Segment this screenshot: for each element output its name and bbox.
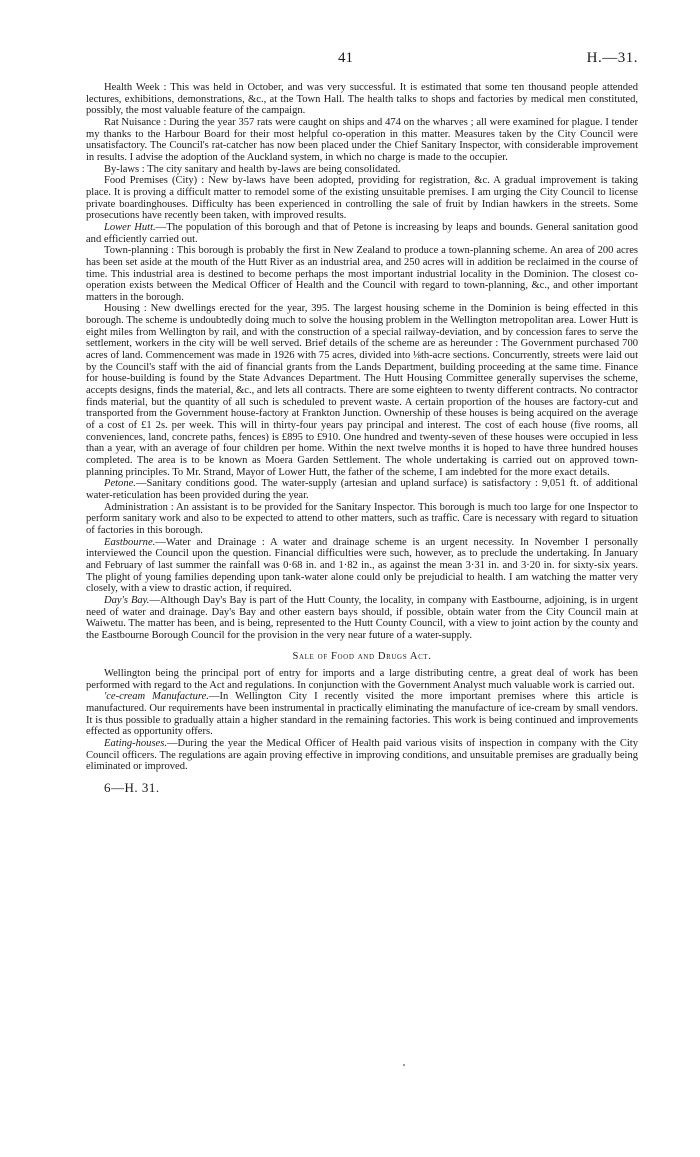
document-reference: H.—31. <box>586 50 638 66</box>
paragraph-by-laws: By-laws : The city sanitary and health by-laws are being consolidated. <box>104 163 401 175</box>
paragraph-lead: Petone. <box>104 478 136 490</box>
paragraph-lower-hutt: Lower Hutt.—The population of this borough and that of Petone is increasing by leaps and bounds. General sanitation good and efficiently carried out. <box>86 221 639 245</box>
paragraph-days-bay: Day's Bay.—Although Day's Bay is part of the Hutt County, the locality, in company with Eastbourne, adjoining, is in urgent need of water and drainage. Day's Bay and other eastern bays should, if possible, obtain water from the City Council main at Waiwetu. The matter has been, and is being, represented to the Hutt County Council, with a view to joint action by the county and the Eastbourne Borough Council for the provision in the very near future of a water-supply. <box>86 594 638 641</box>
paragraph-ice-cream: 'ce-cream Manufacture.—In Wellington City I recently visited the more important premises where this article is manufactured. Our requirements have been instrumental in practically eliminating the manufacture of ice-cream by small vendors. It is thus possible to gradually attain a higher standard in the remaining factories. This work is being continued and improvements effected as opportunity offers. <box>86 691 639 738</box>
paragraph-health-week: Health Week : This was held in October, and was very successful. It is estimated that some ten thousand people attended lectures, exhibitions, demonstrations, &c., at the Town Hall. The health talks to shops and factories by medical men constituted, possibly, the most valuable feature of the campaign. <box>86 82 638 117</box>
paragraph-lead: Lower Hutt. <box>104 221 156 233</box>
page-number: 41 <box>338 50 353 66</box>
paragraph-lead: Day's Bay. <box>104 594 150 606</box>
scan-speck <box>403 1064 405 1066</box>
paragraph-administration: Administration : An assistant is to be provided for the Sanitary Inspector. This borough is much too large for one Inspector to perform sanitary work and also to be expected to attend to other matters, such as traffic. Care is necessary with regard to situation of factories in this borough. <box>86 501 638 536</box>
paragraph-lead: 'ce-cream Manufacture. <box>104 691 209 703</box>
paragraph-eating-houses: Eating-houses.—During the year the Medical Officer of Health paid various visits of inspection in company with the City Council officers. The regulations are again proving effective in improving conditions, and unsuitable premises are gradually being eliminated or improved. <box>86 738 638 773</box>
paragraph-lead: Eating-houses. <box>104 738 167 750</box>
signature-mark: 6—H. 31. <box>104 780 160 796</box>
paragraph-wellington-port: Wellington being the principal port of entry for imports and a large distributing centre, a great deal of work has been performed with regard to the Act and regulations. In conjunction with the Government Analyst much valuable work is carried out. <box>86 668 638 691</box>
paragraph-petone: Petone.—Sanitary conditions good. The water-supply (artesian and upland surface) is satisfactory : 9,051 ft. of additional water-reticulation has been provided during the year. <box>86 478 638 501</box>
document-body <box>86 82 638 794</box>
paragraph-rat-nuisance: Rat Nuisance : During the year 357 rats were caught on ships and 474 on the wharves ; all were examined for plague. I tender my thanks to the Harbour Board for their most helpful co-operation in this matter. Measures taken by the City Council were unsatisfactory. The Council's rat-catcher has now been placed under the Chief Sanitary Inspector, with considerable improvement in results. I advise the adoption of the Auckland system, in which no charge is made to the occupier. <box>86 116 638 163</box>
paragraph-lead: Eastbourne. <box>104 536 156 548</box>
section-heading: Sale of Food and Drugs Act. <box>292 650 432 662</box>
paragraph-town-planning: Town-planning : This borough is probably the first in New Zealand to produce a town-planning scheme. An area of 200 acres has been set aside at the mouth of the Hutt River as an industrial area, and 250 acres will in addition be reclaimed in the course of time. This industrial area is destined to become perhaps the most important industrial locality in the Dominion. The closest co-operation exists between the Medical Officer of Health and the Council with regard to town-planning, &c., and other important matters in the borough. <box>86 245 638 303</box>
paragraph-housing: Housing : New dwellings erected for the year, 395. The largest housing scheme in the Dominion is being effected in this borough. The scheme is undoubtedly doing much to solve the housing problem in the Wellington metropolitan area. Lower Hutt is eight miles from Wellington by rail, and with the construction of a special railway-deviation, and by concession fares to serve the settlement, workers in the city will be well served. Brief details of the scheme are as hereunder : The Government purchased 700 acres of land. Commencement was made in 1926 with 75 acres, divided into ⅛th-acre sections. Concurrently, streets were laid out by the Council's staff with the aid of financial grants from the Lands Department, building proceeding at the same time. Finance for house-building is found by the State Advances Department. The Hutt Housing Committee generally supervises the scheme, accepts designs, finds the material, &c., and lets all contracts. There are some eighteen to twenty different contracts. No contractor finds material, but the quantity of all such is scheduled to prevent waste. A certain proportion of the houses are factory-cut and transported from the Government house-factory at Frankton Junction. Ownership of these houses is being acquired on the average of a cost of £1 2s. per week. This will in thirty-four years pay principal and interest. The cost of each house (five rooms, all conveniences, land, concrete paths, fences) is £895 to £910. One hundred and twenty-seven of these houses were occupied in less than a year, with an average of four children per home. Within the next twelve months it is hoped to have three hundred houses completed. The area is to be known as Moera Garden Settlement. The whole undertaking is carried out on approved town-planning principles. To Mr. Strand, Mayor of Lower Hutt, the father of the scheme, I am indebted for the more exact details. <box>86 303 638 478</box>
paragraph-food-premises: Food Premises (City) : New by-laws have been adopted, providing for registration, &c. A gradual improvement is taking place. It is proving a difficult matter to remodel some of the existing unsuitable premises. I am urging the City Council to license private boardinghouses. Difficulty has been experienced in controlling the sale of fruit by Indian hawkers in the streets. Some prosecutions have recently been taken, with improved results. <box>86 175 638 222</box>
page-header <box>0 50 700 70</box>
paragraph-eastbourne: Eastbourne.—Water and Drainage : A water and drainage scheme is an urgent necessity. In November I personally interviewed the Council upon the question. Financial difficulties were such, however, as to preclude the undertaking. In January and February of last summer the rainfall was 0·68 in. and 1·82 in., as against the mean 3·31 in. and 3·20 in. for sixty-six years. The plight of young families depending upon tank-water alone could only be prejudicial to health. I am watching the matter very closely, with a view to drastic action, if required. <box>86 536 638 595</box>
